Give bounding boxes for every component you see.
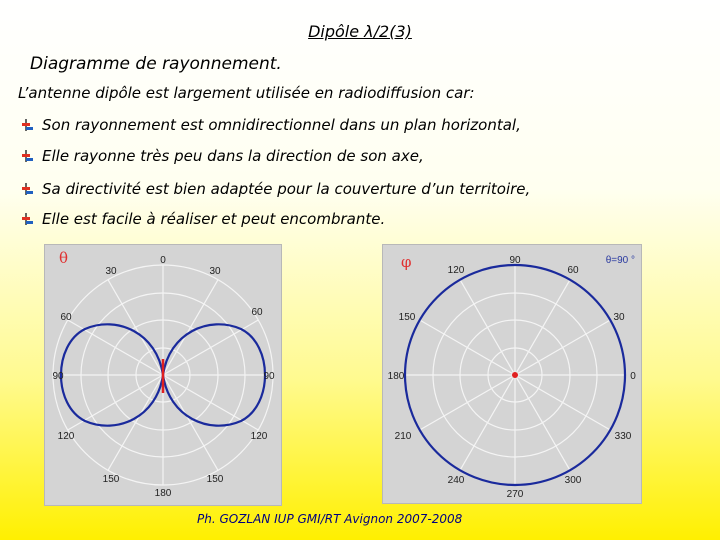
angle-label: 90 xyxy=(509,255,521,266)
origin-marker xyxy=(512,372,518,378)
theta-note: θ=90 ° xyxy=(605,255,635,266)
angle-label: 90 xyxy=(263,371,275,382)
bullet-item xyxy=(22,210,385,228)
angle-label: 150 xyxy=(206,474,224,485)
polar-plot-theta-svg xyxy=(45,245,281,505)
slide-title-text: Dipôle λ/2(3) xyxy=(308,22,412,41)
angle-label: 60 xyxy=(251,307,263,318)
slide-subtitle: Diagramme de rayonnement. xyxy=(30,54,282,74)
angle-label: 0 xyxy=(160,255,166,266)
angle-label: 90 xyxy=(52,371,64,382)
theta-symbol: θ xyxy=(59,249,69,267)
bullet-text: Elle rayonne très peu dans la direction de son axe, xyxy=(42,147,424,165)
angle-label: 150 xyxy=(398,312,416,323)
angle-label: 180 xyxy=(154,488,172,499)
bullet-text: Sa directivité est bien adaptée pour la couverture d’un territoire, xyxy=(42,180,531,198)
polar-plot-theta xyxy=(44,244,282,506)
angle-label: 120 xyxy=(250,431,268,442)
angle-label: 30 xyxy=(105,266,117,277)
pin-bullet-icon xyxy=(22,149,34,163)
angle-label: 270 xyxy=(506,489,524,500)
angle-label: 30 xyxy=(613,312,625,323)
bullet-item xyxy=(22,180,530,198)
bullet-item xyxy=(22,147,424,165)
angle-label: 0 xyxy=(630,371,636,382)
angle-label: 240 xyxy=(447,475,465,486)
angle-label: 330 xyxy=(614,431,632,442)
angle-label: 150 xyxy=(102,474,120,485)
angle-label: 120 xyxy=(447,265,465,276)
angle-label: 120 xyxy=(57,431,75,442)
angle-label: 30 xyxy=(209,266,221,277)
bullet-text: Elle est facile à réaliser et peut encombrante. xyxy=(42,210,386,228)
polar-plot-phi xyxy=(382,244,642,504)
polar-plot-phi-svg xyxy=(383,245,641,503)
angle-label: 210 xyxy=(394,431,412,442)
phi-symbol: φ xyxy=(401,253,412,271)
pin-bullet-icon xyxy=(22,182,34,196)
angle-label: 180 xyxy=(387,371,405,382)
footer-credit: Ph. GOZLAN IUP GMI/RT Avignon 2007-2008 xyxy=(197,512,463,526)
bullet-item xyxy=(22,116,521,134)
angle-label: 60 xyxy=(60,312,72,323)
pin-bullet-icon xyxy=(22,212,34,226)
angle-label: 300 xyxy=(564,475,582,486)
angle-label: 60 xyxy=(567,265,579,276)
pin-bullet-icon xyxy=(22,118,34,132)
intro-text: L’antenne dipôle est largement utilisée en radiodiffusion car: xyxy=(18,84,475,102)
bullet-text: Son rayonnement est omnidirectionnel dans un plan horizontal, xyxy=(42,116,521,134)
slide-title xyxy=(0,22,720,41)
